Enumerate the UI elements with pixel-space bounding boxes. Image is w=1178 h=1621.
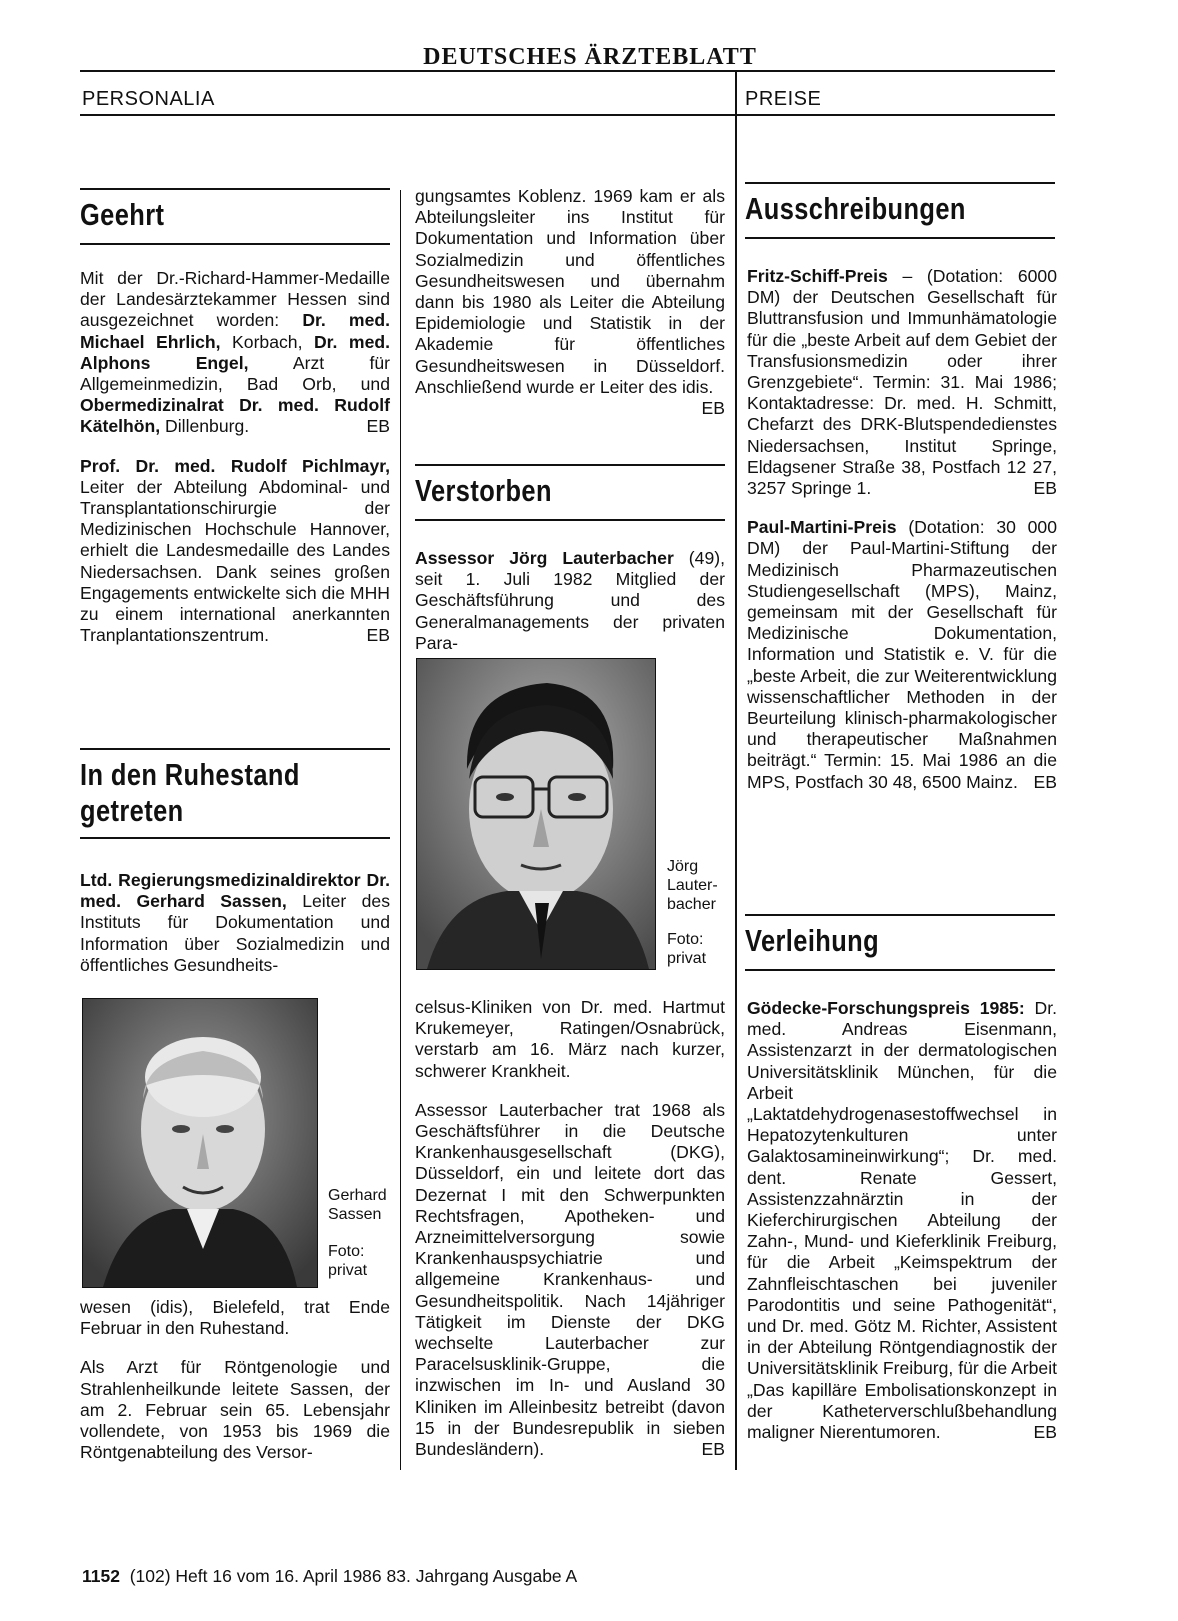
award-name: Fritz-Schiff-Preis (747, 266, 888, 286)
heading-ruhestand: In den Ruhestand getreten (80, 757, 300, 828)
section-rule (80, 114, 1055, 116)
heading-ausschreibungen: Ausschreibungen (745, 191, 966, 226)
heading-rule (80, 748, 390, 750)
award-name: Paul-Martini-Preis (747, 517, 897, 538)
article-verleihung: Gödecke-Forschungspreis 1985: Dr. med. Andreas Eisenmann, Assistenzarzt in der dermatologischen Universitätsklinik München, für die Arbeit „Laktatdehydrogenasestoffwechsel in Hepatozytenkulturen unter Galaktosamineinwirkung“; Dr. med. dent. Renate Gessert, Assistenzzahnärztin in der Kieferchirurgischen Abteilung der Zahn-, Mund- und Kieferklinik Freiburg, für die Arbeit „Keimspektrum der Zahnfleischtaschen bei juveniler Parodontitis und seine Pathogenität“, und Dr. med. Götz M. Richter, Assistent in der Abteilung Röntgendiagnostik der Universitätsklinik Freiburg, für die Arbeit „Das kapilläre Embolisationskonzept in der Katheterverschlußbehandlung maligner Nierentumoren. EB (747, 998, 1057, 1443)
photo-caption-name: Gerhard Sassen (328, 1187, 387, 1223)
honoree-name: Dr. med. Michael Ehrlich, (80, 310, 390, 352)
masthead: DEUTSCHES ÄRZTEBLATT (423, 44, 757, 70)
signature: EB (1033, 1422, 1057, 1443)
heading-rule (745, 237, 1055, 239)
award-name: Gödecke-Forschungspreis 1985: (747, 998, 1025, 1018)
signature: EB (1033, 771, 1057, 792)
article-ruhestand: Ltd. Regierungsmedizinaldirektor Dr. med. Gerhard Sassen, Leiter des Instituts für Dokumentation und Information über Sozialmedizin und öffentliches Gesundheits- (80, 870, 391, 975)
portrait-image (417, 659, 655, 969)
article-verstorben: Assessor Jörg Lauterbacher (49), seit 1. Juli 1982 Mitglied der Geschäftsführung und des Generalmanagements der privaten Para- (415, 548, 725, 653)
honoree-name: Obermedizinalrat Dr. med. Rudolf Kätelhön, (80, 395, 390, 437)
heading-rule (415, 519, 725, 521)
heading-rule (80, 837, 390, 839)
heading-rule (745, 914, 1055, 916)
heading-rule (80, 188, 390, 190)
article-verstorben-cont: celsus-Kliniken von Dr. med. Hartmut Krukemeyer, Ratingen/Osnabrück, verstarb am 16. März nach kurzer, schwerer Krankheit. Assessor Lauterbacher trat 1968 als Geschäftsführer in die Deutsche Krankenhausgesellschaft (DKG), Düsseldorf, ein und leitete dort das Dezernat I mit den Schwerpunkten Rechtsfragen, Apotheken- und Arzneimittelversorgung sowie Krankenhauspsychiatrie und allgemeine Krankenhaus- und Gesundheitspolitik. Nach 14jähriger Tätigkeit im Dienste der DKG wechselte Lauterbacher zur Paracelsusklinik-Gruppe, die inzwischen im In- und Ausland 30 Kliniken im Alleinbesitz betreibt (davon 15 in der Bundesrepublik in sieben Bundesländern). EB (415, 997, 725, 1460)
photo-caption-credit: Foto: privat (667, 931, 707, 967)
signature: EB (701, 1439, 725, 1460)
signature: EB (366, 416, 390, 437)
issue-info: (102) Heft 16 vom 16. April 1986 83. Jahrgang Ausgabe A (129, 1566, 578, 1586)
article-ruhestand-cont: wesen (idis), Bielefeld, trat Ende Februar in den Ruhestand. Als Arzt für Röntgenologie und Strahlenheilkunde leitete Sassen, der am 2. Februar sein 65. Lebensjahr vollendete, von 1953 bis 1969 die Röntgenabteilung des Versor- (80, 1297, 390, 1463)
article-ruhestand-end: gungsamtes Koblenz. 1969 kam er als Abteilungsleiter ins Institut für Dokumentation und Information über Sozialmedizin und öffentliches Gesundheitswesen und übernahm dann bis 1980 als Leiter die Abteilung Epidemiologie und Statistik in der Akademie für öffentliches Gesundheitswesen in Düsseldorf. Anschließend wurde er Leiter des idis. EB (415, 186, 725, 419)
honoree-name: Dr. med. Alphons Engel, (80, 331, 390, 373)
portrait-photo-lauterbacher (416, 658, 656, 970)
page-number: 1152 (82, 1566, 120, 1586)
heading-rule (80, 243, 390, 245)
heading-verstorben: Verstorben (415, 473, 552, 508)
heading-rule (745, 182, 1055, 184)
honoree-name: Prof. Dr. med. Rudolf Pichlmayr, (80, 455, 390, 476)
section-label-personalia: PERSONALIA (82, 88, 215, 110)
article-geehrt: Mit der Dr.-Richard-Hammer-Medaille der Landesärztekammer Hessen sind ausgezeichnet worden: Dr. med. Michael Ehrlich, Korbach, Dr. med. Alphons Engel, Arzt für Allgemeinmedizin, Bad Orb, und Obermedizinalrat Dr. med. Rudolf Kätelhön, Dillenburg. EB Prof. Dr. med. Rudolf Pichlmayr, Leiter der Abteilung Abdominal- und Transplantationschirurgie der Medizinischen Hochschule Hannover, erhielt die Landesmedaille des Landes Niedersachsen. Dank seines großen Engagements entwickelte sich die MHH zu einem international anerkannten Tranplantationszentrum. EB (80, 268, 391, 646)
heading-rule (415, 464, 725, 466)
photo-caption-name: Jörg Lauter-bacher (667, 858, 718, 913)
heading-geehrt: Geehrt (80, 197, 165, 232)
heading-verleihung: Verleihung (745, 923, 880, 958)
signature: EB (1033, 478, 1057, 499)
signature: EB (701, 398, 725, 419)
heading-rule (745, 969, 1055, 971)
page-footer (82, 1566, 577, 1587)
person-name: Ltd. Regierungsmedizinaldirektor Dr. med. Gerhard Sassen, (80, 870, 390, 912)
person-name: Assessor Jörg Lauterbacher (415, 548, 674, 568)
portrait-image (83, 999, 317, 1287)
signature: EB (366, 625, 390, 646)
section-label-preise: PREISE (745, 88, 822, 110)
portrait-photo-sassen (82, 998, 318, 1288)
column-divider-1 (400, 190, 401, 1470)
column-divider-2 (735, 70, 737, 1470)
article-ausschreibungen: Fritz-Schiff-Preis – (Dotation: 6000 DM) der Deutschen Gesellschaft für Bluttransfusion und Immunhämatologie für die „beste Arbeit auf dem Gebiet der Transfusionsmedizin oder ihrer Grenzgebiete“. Termin: 31. Mai 1986; Kontaktadresse: Dr. med. H. Schmitt, Chefarzt des DRK-Blutspendedienstes Niedersachsen, Institut Springe, Eldagsener Straße 38, Postfach 12 27, 3257 Springe 1. EB Paul-Martini-Preis (Dotation: 30 000 DM) der Paul-Martini-Stiftung der Medizinisch Pharmazeutischen Studiengesellschaft (MPS), Mainz, gemeinsam mit der Gesellschaft für Medizinische Dokumentation, Information und Statistik e. V. für die „beste Arbeit, die zur Weiterentwicklung wissenschaftlicher Methoden in der Beurteilung klinisch-pharmakologischer und therapeutischer Maßnahmen beiträgt.“ Termin: 15. Mai 1986 an die MPS, Postfach 30 48, 6500 Mainz. EB (747, 266, 1057, 792)
masthead-rule (80, 70, 1055, 72)
photo-caption-credit: Foto: privat (328, 1243, 368, 1279)
